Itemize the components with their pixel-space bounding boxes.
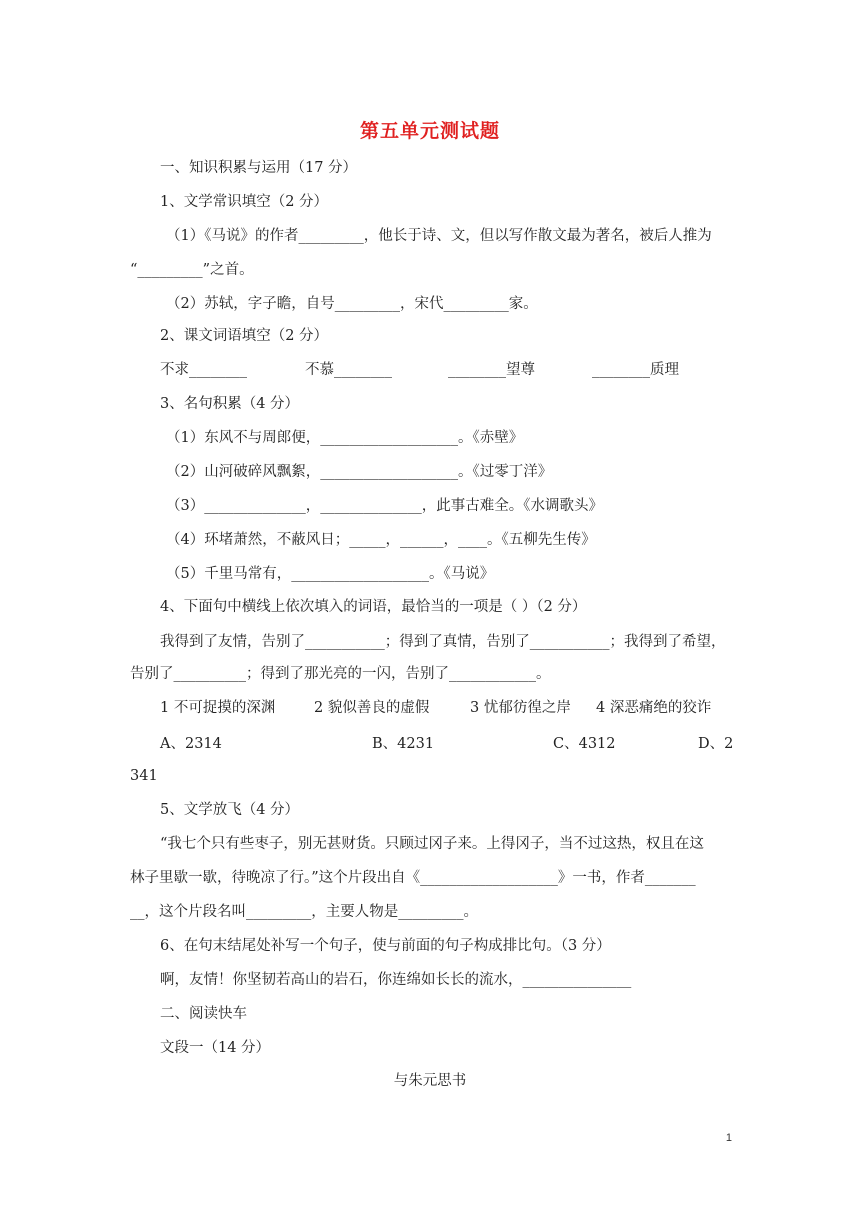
page-title: 第五单元测试题 [359,120,500,142]
option-a: A、2314 [160,736,222,752]
question-1-1-line-b: “_________”之首。 [130,262,254,278]
phrase-1: 1 不可捉摸的深渊 [160,700,276,716]
question-5-line-a: “我七个只有些枣子，别无甚财货。只顾过冈子来。上得冈子，当不过这热，权且在这 [160,836,704,852]
question-3: 3、名句积累（4 分） [160,396,300,412]
phrase-4: 4 深恶痛绝的狡诈 [596,700,712,716]
question-4: 4、下面句中横线上依次填入的词语，最恰当的一项是（ ）（2 分） [160,599,587,615]
word-blank-2: 不慕________ [305,362,392,378]
word-blank-3: ________望尊 [448,362,535,378]
option-d: D、2 [698,736,734,752]
question-1-1-line-a: （1）《马说》的作者_________，他长于诗、文，但以写作散文最为著名，被后人推为 [166,228,712,244]
question-5: 5、文学放飞（4 分） [160,802,300,818]
page-number: 1 [725,1132,732,1144]
question-4-options [160,734,732,754]
question-1-2: （2）苏轼，字子瞻，自号_________，宋代_________家。 [166,296,538,312]
question-3-4: （4）环堵萧然，不蔽风日；_____，______，____。《五柳先生传》 [166,532,596,548]
word-blank-1: 不求________ [160,362,247,378]
question-4-line-b: 告别了__________；得到了那光亮的一闪，告别了____________。 [130,666,551,682]
question-4-line-a: 我得到了友情，告别了___________；得到了真情，告别了___________；我得到了希望， [160,634,726,650]
section-heading-1: 一、知识积累与运用（17 分） [160,160,358,176]
question-6-line-a: 啊，友情！你坚韧若高山的岩石，你连绵如长长的流水，_______________ [160,972,632,988]
passage-1-title: 与朱元思书 [393,1073,467,1089]
question-5-line-c: __，这个片段名叫_________，主要人物是_________。 [130,904,478,920]
option-c: C、4312 [553,736,616,752]
question-3-2: （2）山河破碎风飘絮，___________________。《过零丁洋》 [166,464,553,480]
question-6: 6、在句末结尾处补写一个句子，使与前面的句子构成排比句。（3 分） [160,938,611,954]
passage-1-heading: 文段一（14 分） [160,1040,271,1056]
question-2: 2、课文词语填空（2 分） [160,328,329,344]
section-heading-2: 二、阅读快车 [160,1006,247,1022]
phrase-2: 2 貌似善良的虚假 [314,700,430,716]
word-blank-4: ________质理 [592,362,679,378]
option-d-wrap: 341 [130,768,158,784]
question-3-5: （5）千里马常有，___________________。《马说》 [166,566,495,582]
question-4-phrases [160,698,730,718]
phrase-3: 3 忧郁彷徨之岸 [470,700,571,716]
question-2-items [160,360,720,380]
question-1: 1、文学常识填空（2 分） [160,194,329,210]
question-3-1: （1）东风不与周郎便，___________________。《赤壁》 [166,430,524,446]
option-b: B、4231 [372,736,435,752]
question-5-line-b: 林子里歇一歇，待晚凉了行。”这个片段出自《___________________》一书，作者_______ [130,870,696,886]
question-3-3: （3）______________，______________，此事古难全。《水调歌头》 [166,498,603,514]
